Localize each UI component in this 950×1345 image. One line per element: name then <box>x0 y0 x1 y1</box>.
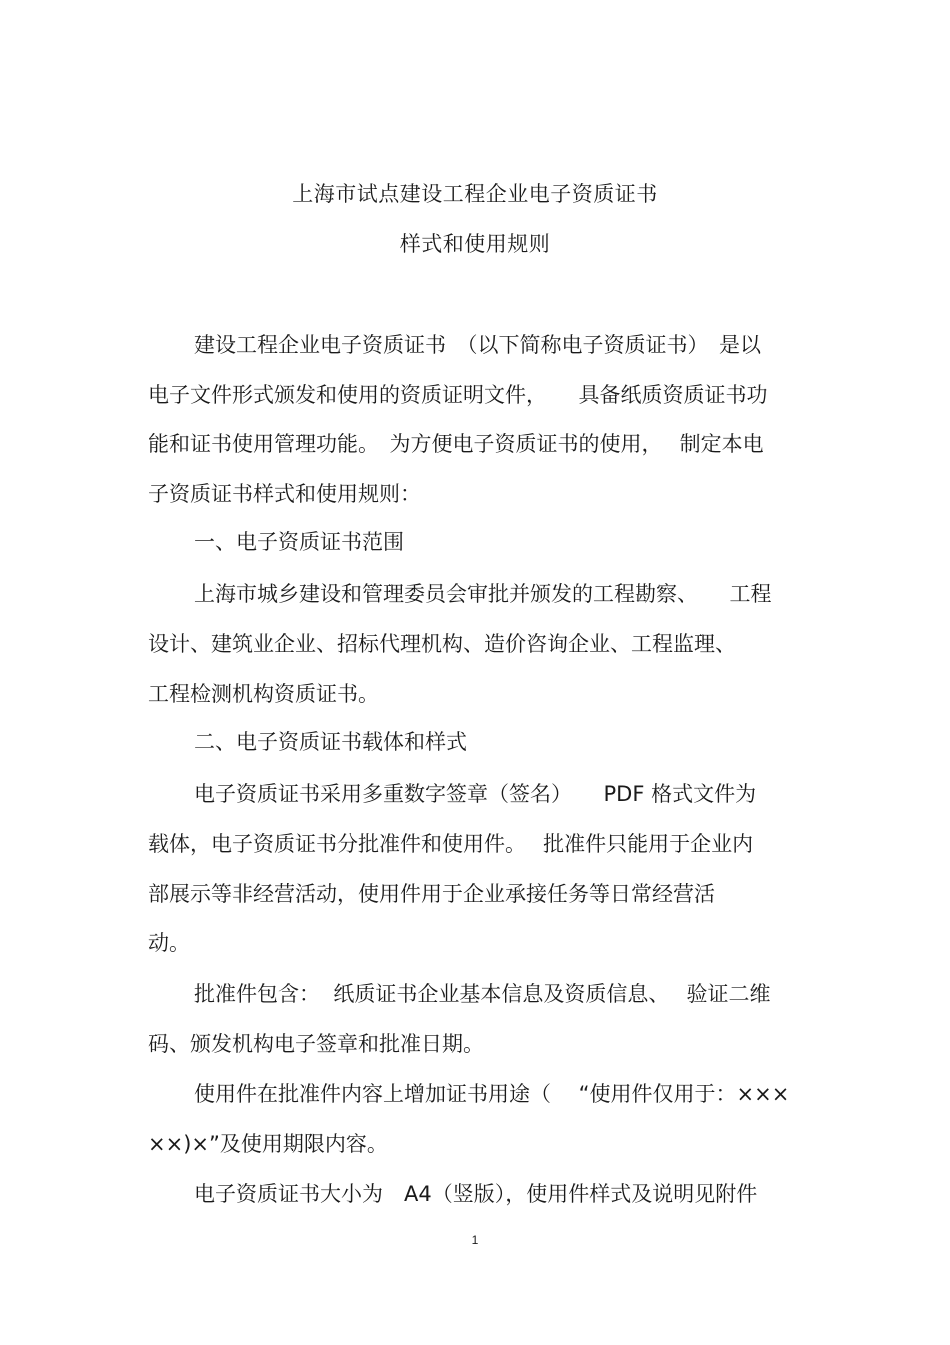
paragraph-line: 上海市城乡建设和管理委员会审批并颁发的工程勘察、 工程 <box>194 582 772 606</box>
paragraph-line: 设计、建筑业企业、招标代理机构、造价咨询企业、工程监理、 <box>148 632 736 656</box>
page-number: 1 <box>471 1233 479 1247</box>
section-heading-2: 二、电子资质证书载体和样式 <box>194 730 467 754</box>
paragraph-line: 部展示等非经营活动，使用件用于企业承接任务等日常经营活 <box>148 882 715 906</box>
paragraph-line: 动。 <box>148 931 190 955</box>
section-heading-1: 一、电子资质证书范围 <box>194 530 404 554</box>
paragraph-line: 电子文件形式颁发和使用的资质证明文件， 具备纸质资质证书功 <box>148 383 768 407</box>
document-title-line2: 样式和使用规则 <box>399 232 551 256</box>
document-title-line1: 上海市试点建设工程企业电子资质证书 <box>292 182 658 206</box>
paragraph-line: ××)×”及使用期限内容。 <box>148 1132 388 1156</box>
paragraph-line: 工程检测机构资质证书。 <box>148 682 379 706</box>
paragraph-line: 载体，电子资质证书分批准件和使用件。 批准件只能用于企业内 <box>148 832 754 856</box>
paragraph-line: 电子资质证书大小为 A4（竖版），使用件样式及说明见附件 <box>194 1182 758 1206</box>
paragraph-line: 码、颁发机构电子签章和批准日期。 <box>148 1032 484 1056</box>
paragraph-line: 建设工程企业电子资质证书 （以下简称电子资质证书） 是以 <box>194 333 761 357</box>
paragraph-line: 批准件包含： 纸质证书企业基本信息及资质信息、 验证二维 <box>194 982 771 1006</box>
paragraph-line: 子资质证书样式和使用规则： <box>148 482 421 506</box>
paragraph-line: 使用件在批准件内容上增加证书用途（ “使用件仅用于：××× <box>194 1082 790 1106</box>
paragraph-line: 能和证书使用管理功能。 为方便电子资质证书的使用， 制定本电 <box>148 432 764 456</box>
paragraph-line: 电子资质证书采用多重数字签章（签名） PDF 格式文件为 <box>194 782 757 806</box>
